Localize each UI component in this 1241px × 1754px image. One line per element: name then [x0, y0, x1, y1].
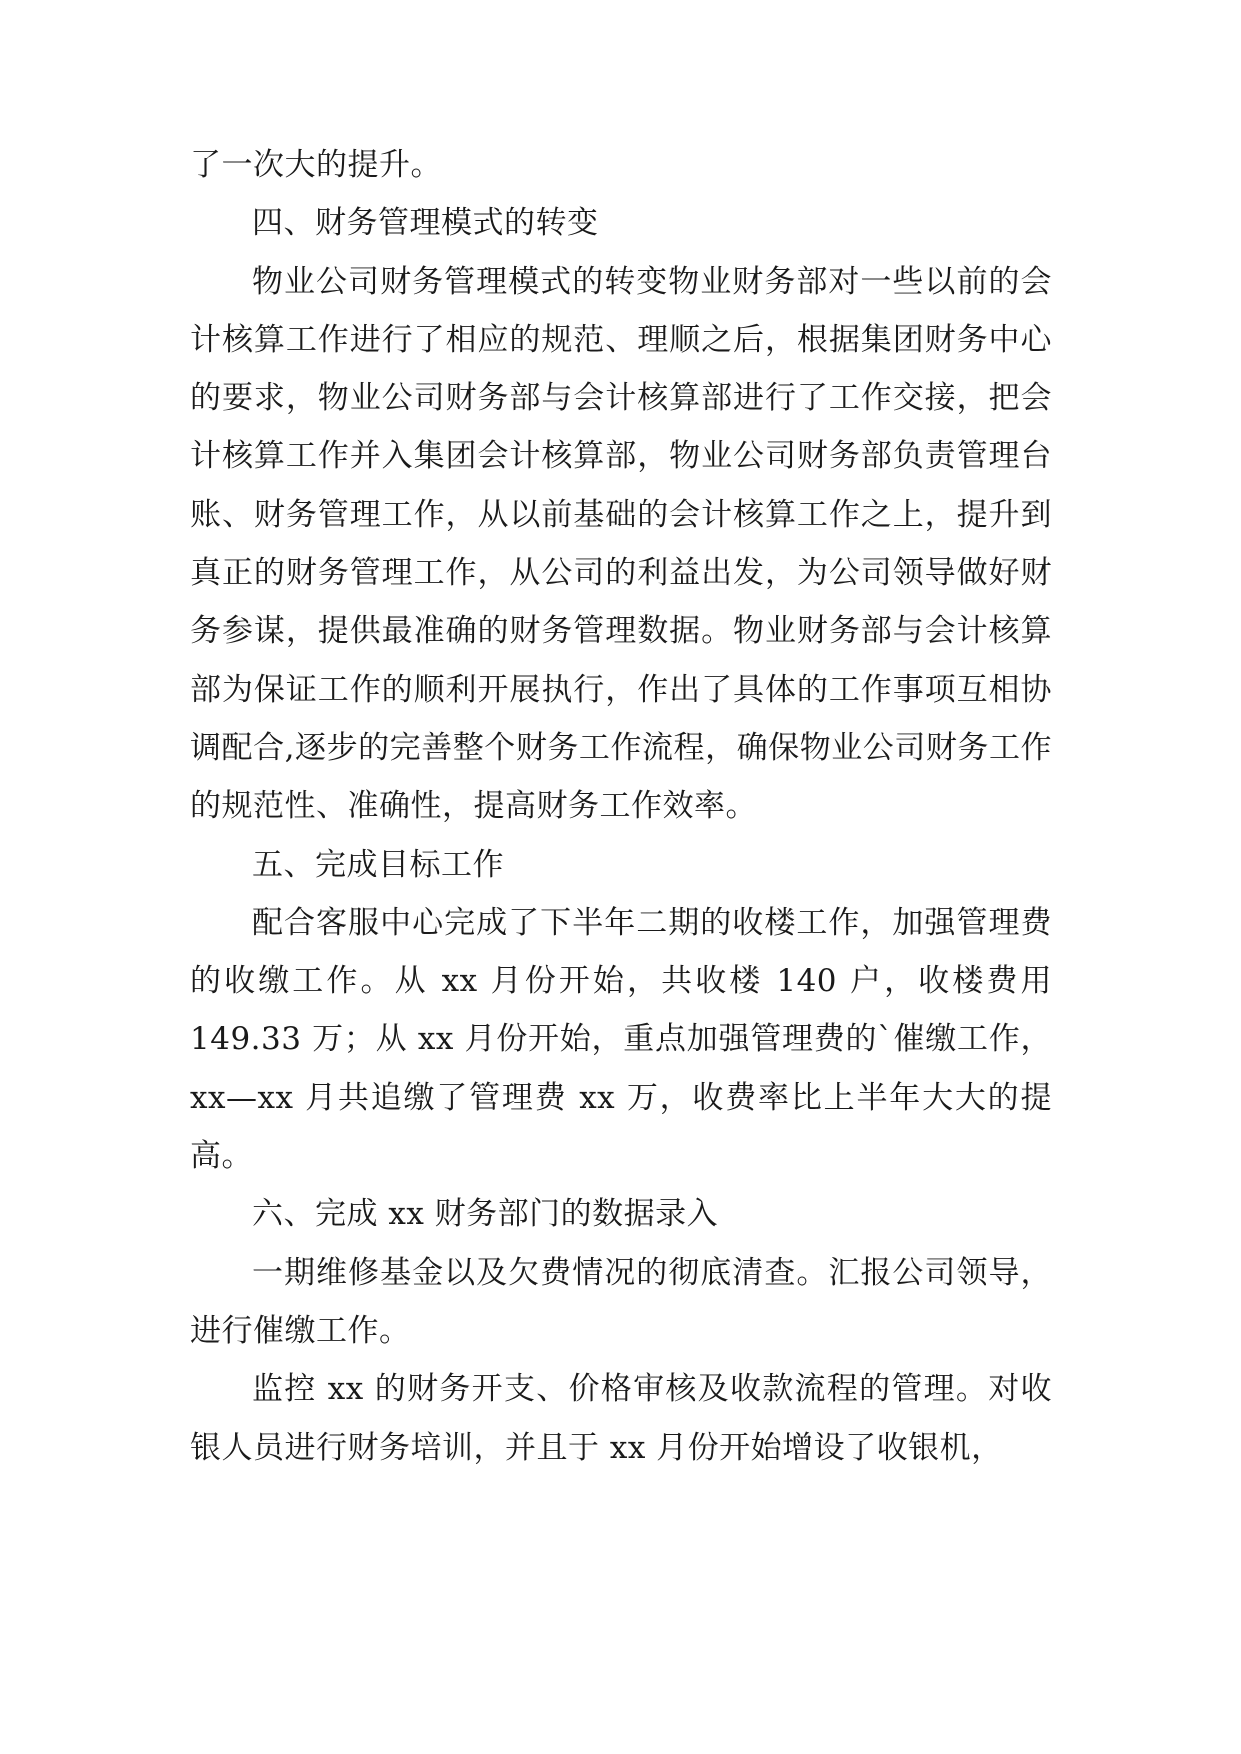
paragraph-monitoring: 监控 xx 的财务开支、价格审核及收款流程的管理。对收银人员进行财务培训，并且于 xx 月份开始增设了收银机，	[190, 1371, 1052, 1466]
paragraph-maintenance-fund: 一期维修基金以及欠费情况的彻底清查。汇报公司领导，进行催缴工作。	[190, 1254, 1052, 1349]
section-heading-6: 六、完成 xx 财务部门的数据录入	[252, 1196, 719, 1233]
section-heading-5: 五、完成目标工作	[252, 846, 504, 883]
paragraph-continuation: 了一次大的提升。	[190, 147, 442, 183]
document-page	[190, 136, 1052, 1477]
section-heading-4: 四、财务管理模式的转变	[252, 205, 599, 242]
paragraph-target-work: 配合客服中心完成了下半年二期的收楼工作，加强管理费的收缴工作。从 xx 月份开始，共收楼 140 户，收楼费用 149.33 万；从 xx 月份开始，重点加强管理费的`催缴工作，xx—xx 月共追缴了管理费 xx 万，收费率比上半年大大的提高。	[190, 904, 1052, 1175]
paragraph-finance-mode: 物业公司财务管理模式的转变物业财务部对一些以前的会计核算工作进行了相应的规范、理顺之后，根据集团财务中心的要求，物业公司财务部与会计核算部进行了工作交接，把会计核算工作并入集团会计核算部，物业公司财务部负责管理台账、财务管理工作，从以前基础的会计核算工作之上，提升到真正的财务管理工作，从公司的利益出发，为公司领导做好财务参谋，提供最准确的财务管理数据。物业财务部与会计核算部为保证工作的顺利开展执行，作出了具体的工作事项互相协调配合,逐步的完善整个财务工作流程，确保物业公司财务工作的规范性、准确性，提高财务工作效率。	[190, 263, 1052, 825]
